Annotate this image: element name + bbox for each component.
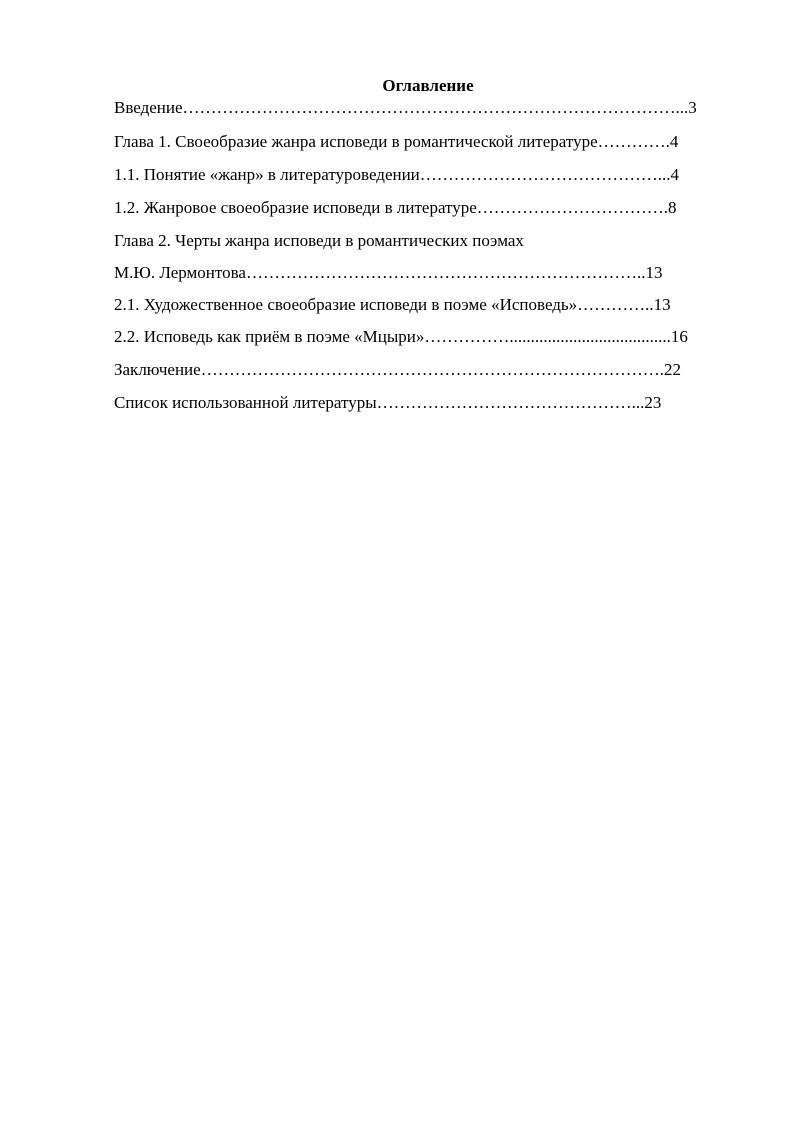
toc-line-section-2-1: 2.1. Художественное своеобразие исповеди в поэме «Исповедь»…………..13 (114, 295, 671, 314)
toc-heading: Оглавление (382, 76, 474, 95)
toc-line-conclusion: Заключение……………………………………………………………………….22 (114, 360, 681, 379)
toc-line-section-1-2: 1.2. Жанровое своеобразие исповеди в литературе…………………………….8 (114, 198, 677, 217)
toc-line-section-2-2: 2.2. Исповедь как приём в поэме «Мцыри»……………......................................16 (114, 327, 688, 346)
toc-line-chapter-1: Глава 1. Своеобразие жанра исповеди в романтической литературе………….4 (114, 132, 679, 151)
toc-line-bibliography: Список использованной литературы………………………………………...23 (114, 393, 662, 412)
toc-line-chapter-2-continued: М.Ю. Лермонтова……………………………………………………………..13 (114, 263, 663, 282)
toc-line-chapter-2: Глава 2. Черты жанра исповеди в романтических поэмах (114, 231, 524, 250)
toc-line-section-1-1: 1.1. Понятие «жанр» в литературоведении……………………………………...4 (114, 165, 680, 184)
toc-line-introduction: Введение……………………………………………………………………………...3 (114, 98, 697, 117)
